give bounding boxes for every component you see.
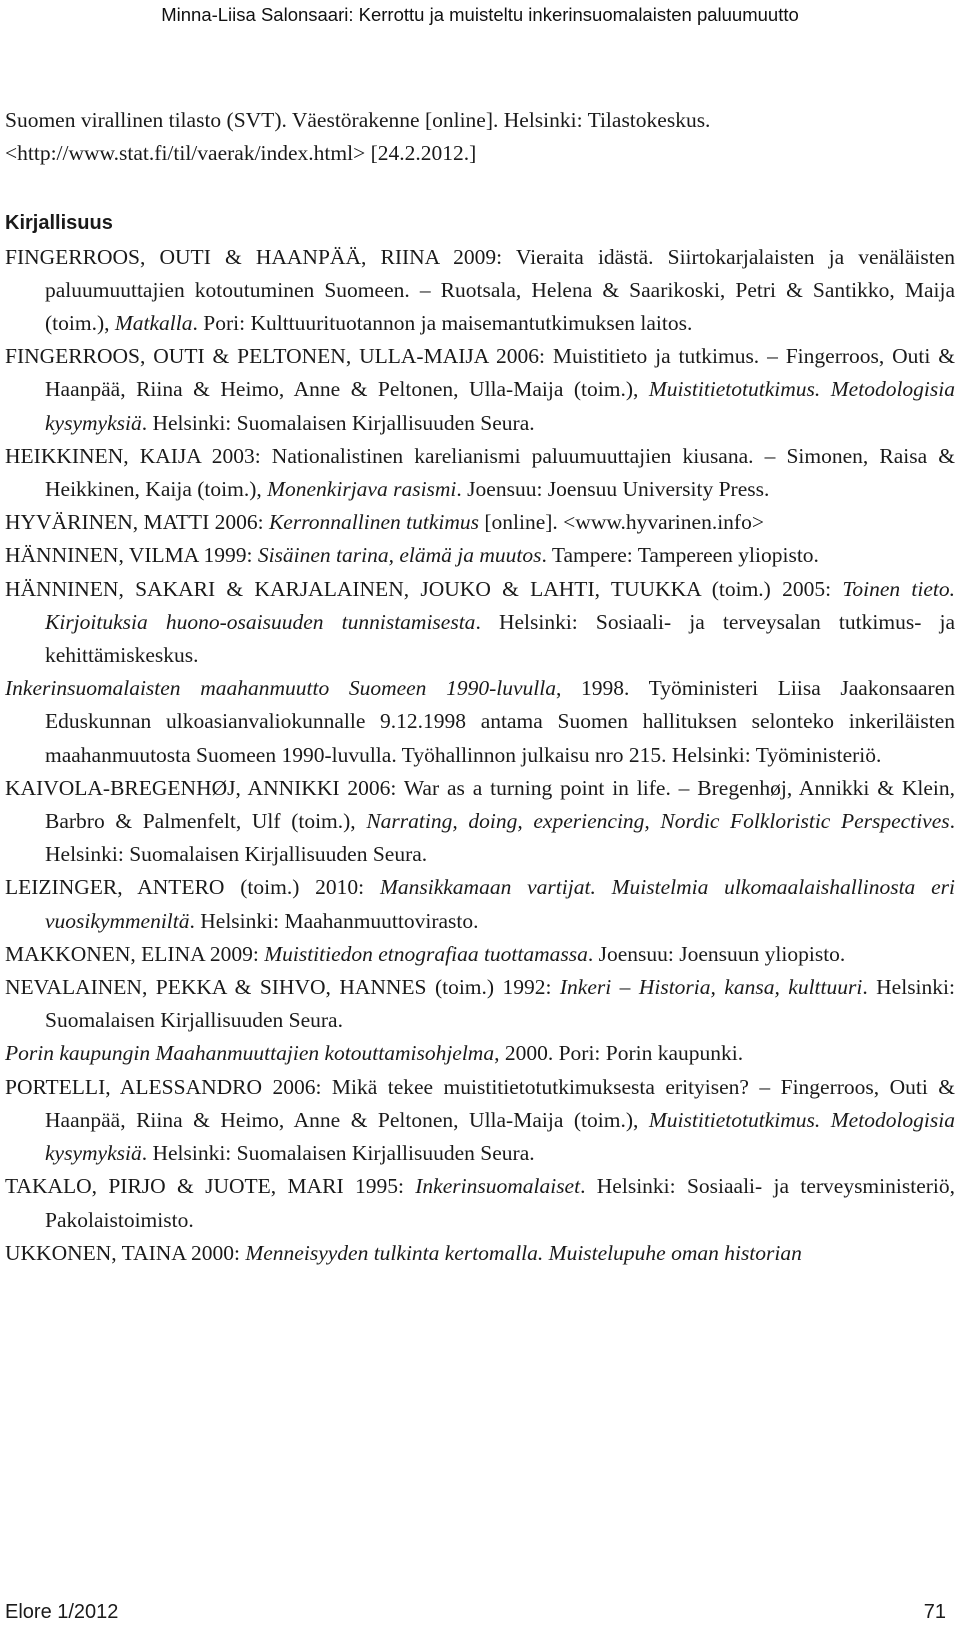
reference-entry — [5, 672, 955, 772]
reference-text: . Helsinki: Sosiaali- ja terveysalan tutkimus- ja kehittämiskeskus. — [45, 609, 955, 668]
reference-title: Muistitietotutkimus. Metodologisia kysymyksiä — [45, 1107, 955, 1166]
reference-title: Muistitietotutkimus. Metodologisia kysymyksiä — [45, 377, 955, 435]
reference-entry — [5, 340, 955, 440]
source-line-1: Suomen virallinen tilasto (SVT). Väestörakenne [online]. Helsinki: Tilastokeskus. — [5, 108, 711, 132]
page-footer — [0, 1597, 960, 1629]
reference-text: . Joensuu: Joensuun yliopisto. — [587, 941, 846, 966]
reference-title: Monenkirjava rasismi — [267, 477, 457, 502]
running-title: Minna-Liisa Salonsaari: Kerrottu ja muisteltu inkerinsuomalaisten paluumuutto — [161, 4, 799, 25]
reference-entry — [5, 539, 955, 572]
reference-text: . Helsinki: Maahanmuuttovirasto. — [189, 908, 479, 933]
reference-entry — [5, 938, 955, 971]
reference-title: Mansikkamaan vartijat. Muistelmia ulkomaalaishallinosta eri vuosikymmeniltä — [45, 875, 955, 933]
reference-entry — [5, 971, 955, 1037]
reference-entry — [5, 1037, 955, 1070]
reference-title: Toinen tieto. Kirjoituksia huono-osaisuuden tunnistamisesta — [45, 576, 956, 634]
reference-text: 2006: — [209, 510, 269, 535]
source-line-2: <http://www.stat.fi/til/vaerak/index.html> [24.2.2012.] — [5, 141, 477, 166]
reference-entry — [5, 573, 955, 673]
section-heading: Kirjallisuus — [5, 212, 113, 235]
reference-entry — [5, 1170, 955, 1236]
reference-entry — [5, 772, 955, 872]
reference-text: . Tampere: Tampereen yliopisto. — [541, 543, 819, 568]
reference-title: Inkerinsuomalaiset — [415, 1174, 581, 1199]
reference-entry — [5, 1071, 955, 1171]
reference-text: 2000: — [185, 1240, 246, 1265]
reference-author: TAKALO, PIRJO & JUOTE, MARI — [5, 1174, 344, 1199]
reference-title: Matkalla — [114, 311, 193, 336]
reference-title: Inkerinsuomalaisten maahanmuutto Suomeen 1990-luvulla — [5, 676, 556, 701]
reference-text: [online]. <www.hyvarinen.info> — [478, 510, 764, 535]
reference-author: HEIKKINEN, KAIJA — [5, 443, 201, 468]
reference-text: (toim.) 2005: — [700, 576, 843, 601]
reference-text: . Helsinki: Suomalaisen Kirjallisuuden Seura. — [45, 975, 955, 1033]
reference-entry — [5, 241, 955, 341]
reference-author: HYVÄRINEN, MATTI — [5, 510, 210, 535]
reference-text: . Pori: Kulttuurituotannon ja maisemantutkimuksen laitos. — [192, 311, 693, 336]
reference-text: . Helsinki: Suomalaisen Kirjallisuuden Seura. — [45, 809, 955, 867]
reference-text: 2003: Nationalistinen karelianismi paluumuuttajien kiusana. – Simonen, Raisa & Heikkinen, Kaija (toim.), — [45, 443, 955, 502]
reference-author: LEIZINGER, ANTERO — [5, 875, 225, 900]
reference-text: 1999: — [198, 543, 258, 568]
source-entry — [5, 104, 955, 170]
running-header — [0, 0, 960, 32]
reference-entry — [5, 1237, 955, 1270]
reference-title: Menneisyyden tulkinta kertomalla. Muistelupuhe oman historian — [245, 1240, 802, 1265]
reference-text: 2006: Muistitieto ja tutkimus. – Fingerroos, Outi & Haanpää, Riina & Heimo, Anne & Peltonen, Ulla-Maija (toim.), — [45, 344, 955, 402]
reference-text: . Joensuu: Joensuu University Press. — [456, 477, 770, 502]
reference-author: PORTELLI, ALESSANDRO — [5, 1074, 263, 1099]
reference-text: 2009: — [204, 941, 265, 966]
reference-entry — [5, 871, 955, 937]
reference-text: . Helsinki: Sosiaali- ja terveysministeriö, Pakolaistoimisto. — [45, 1174, 955, 1232]
reference-title: Narrating, doing, experiencing, Nordic Folkloristic Perspectives — [366, 809, 950, 834]
reference-text: 2006: War as a turning point in life. – Bregenhøj, Annikki & Klein, Barbro & Palmenfelt, Ulf (toim.), — [45, 775, 955, 834]
reference-text: (toim.) 1992: — [426, 975, 560, 1000]
reference-author: MAKKONEN, ELINA — [5, 941, 205, 966]
reference-text: (toim.) 2010: — [224, 875, 380, 900]
reference-title: Sisäinen tarina, elämä ja muutos — [257, 543, 542, 568]
reference-author: KAIVOLA-BREGENHØJ, ANNIKKI — [5, 775, 340, 800]
page-number: 71 — [923, 1601, 946, 1623]
reference-title: Porin kaupungin Maahanmuuttajien kotouttamisohjelma — [5, 1041, 495, 1066]
reference-title: Muistitiedon etnografiaa tuottamassa — [264, 941, 588, 966]
reference-text: 1995: — [343, 1174, 416, 1199]
reference-author: UKKONEN, TAINA — [5, 1240, 186, 1265]
reference-text: . Helsinki: Suomalaisen Kirjallisuuden Seura. — [141, 410, 535, 435]
reference-title: Kerronnallinen tutkimus — [268, 510, 479, 535]
reference-author: FINGERROOS, OUTI & HAANPÄÄ, RIINA — [5, 244, 440, 269]
reference-list — [5, 241, 955, 1270]
reference-entry — [5, 440, 955, 506]
reference-entry — [5, 506, 955, 539]
reference-text: 2009: Vieraita idästä. Siirtokarjalaisten ja venäläisten paluumuuttajien kotoutuminen Suomeen. – Ruotsala, Helena & Saarikoski, Petri & Santikko, Maija (toim.), — [45, 244, 955, 336]
reference-text: 2006: Mikä tekee muistitietotutkimuksesta erityisen? – Fingerroos, Outi & Haanpää, Riina & Heimo, Anne & Peltonen, Ulla-Maija (toim.), — [45, 1074, 955, 1132]
reference-author: NEVALAINEN, PEKKA & SIHVO, HANNES — [5, 975, 427, 1000]
journal-issue: Elore 1/2012 — [5, 1601, 119, 1623]
reference-text: , 2000. Pori: Porin kaupunki. — [494, 1041, 744, 1066]
reference-text: . Helsinki: Suomalaisen Kirjallisuuden Seura. — [141, 1141, 535, 1166]
reference-author: FINGERROOS, OUTI & PELTONEN, ULLA-MAIJA — [5, 344, 489, 369]
reference-author: HÄNNINEN, SAKARI & KARJALAINEN, JOUKO & LAHTI, TUUKKA — [5, 576, 701, 601]
page-body — [5, 104, 955, 1270]
reference-author: HÄNNINEN, VILMA — [5, 543, 199, 568]
reference-title: Inkeri – Historia, kansa, kulttuuri — [559, 975, 863, 1000]
reference-text: , 1998. Työministeri Liisa Jaakonsaaren Eduskunnan ulkoasianvaliokunnalle 9.12.1998 antama Suomen hallituksen selonteko inkeriläisten maahanmuutosta Suomeen 1990-luvulla. Työhallinnon julkaisu nro 215. Helsinki: Työministeriö. — [45, 676, 956, 767]
